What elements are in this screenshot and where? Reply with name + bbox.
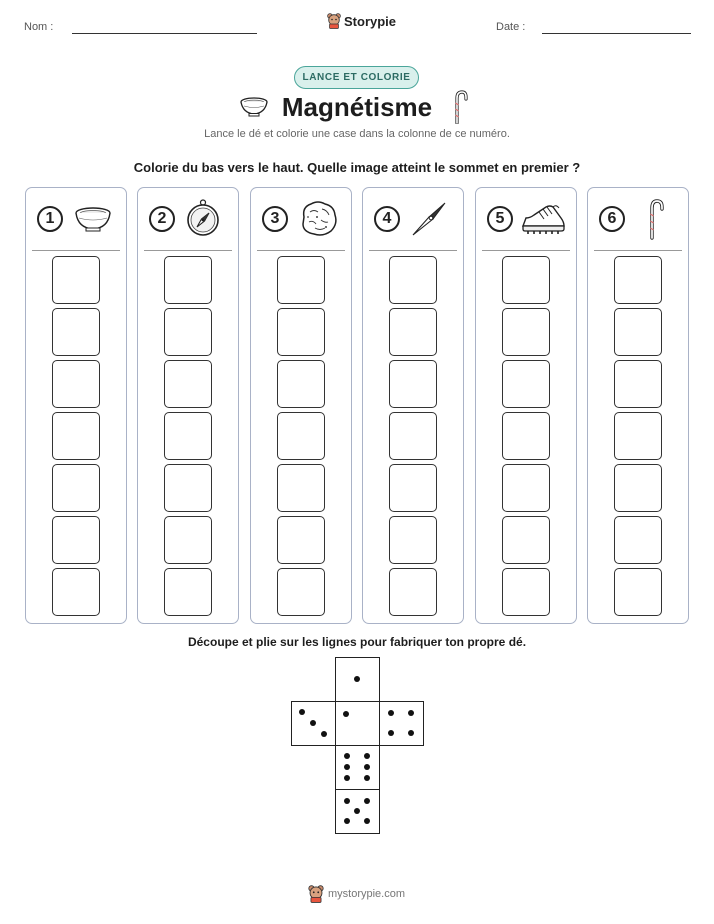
color-cell[interactable] (614, 360, 662, 408)
color-cell[interactable] (52, 464, 100, 512)
color-cell[interactable] (164, 360, 212, 408)
column-1 (25, 187, 127, 624)
die-pip (388, 730, 394, 736)
color-cell[interactable] (52, 256, 100, 304)
column-number: 6 (599, 206, 625, 232)
die-pip (344, 818, 350, 824)
column-6 (587, 187, 689, 624)
column-header (588, 188, 688, 250)
column-header (251, 188, 351, 250)
die-pip (343, 711, 349, 717)
column-header (138, 188, 238, 250)
color-cell[interactable] (389, 516, 437, 564)
color-cell[interactable] (502, 464, 550, 512)
die-pip (408, 730, 414, 736)
color-cell[interactable] (389, 464, 437, 512)
color-cell[interactable] (614, 308, 662, 356)
die-pip (344, 753, 350, 759)
date-line (542, 33, 691, 34)
color-cell[interactable] (277, 412, 325, 460)
color-cell[interactable] (389, 360, 437, 408)
color-cell[interactable] (164, 412, 212, 460)
color-cell[interactable] (614, 464, 662, 512)
color-cell[interactable] (389, 256, 437, 304)
die-instruction: Découpe et plie sur les lignes pour fabriquer ton propre dé. (187, 635, 527, 649)
die-pip (408, 710, 414, 716)
color-cell[interactable] (614, 568, 662, 616)
bear-icon (308, 885, 324, 903)
color-cell[interactable] (277, 308, 325, 356)
column-number: 5 (487, 206, 513, 232)
subtitle: Lance le dé et colorie une case dans la colonne de ce numéro. (204, 128, 510, 140)
die-pip (364, 764, 370, 770)
die-pip (344, 798, 350, 804)
die-pip (299, 709, 305, 715)
color-cell[interactable] (52, 308, 100, 356)
column-divider (369, 250, 457, 251)
die-pip (310, 720, 316, 726)
die-face-4 (379, 701, 424, 746)
die-pip (321, 731, 327, 737)
name-line (72, 33, 257, 34)
color-cell[interactable] (52, 412, 100, 460)
color-cell[interactable] (502, 256, 550, 304)
color-cell[interactable] (164, 568, 212, 616)
color-cell[interactable] (277, 360, 325, 408)
footer-url: mystorypie.com (328, 888, 406, 900)
color-cell[interactable] (389, 412, 437, 460)
title-row (0, 90, 714, 126)
cane-icon (452, 90, 468, 124)
die-face-1 (335, 657, 380, 702)
bear-icon (327, 13, 341, 29)
die-pip (344, 764, 350, 770)
die-pip (364, 798, 370, 804)
die-pip (364, 775, 370, 781)
die-pip (354, 808, 360, 814)
die-face-6 (335, 745, 380, 790)
color-cell[interactable] (164, 256, 212, 304)
footer (308, 885, 405, 903)
bowl-icon (70, 198, 116, 240)
column-3 (250, 187, 352, 624)
brand-logo (327, 13, 396, 29)
color-cell[interactable] (277, 568, 325, 616)
column-divider (257, 250, 345, 251)
color-cell[interactable] (502, 516, 550, 564)
die-pip (344, 775, 350, 781)
die-pip (364, 753, 370, 759)
column-4 (362, 187, 464, 624)
color-cell[interactable] (52, 360, 100, 408)
color-cell[interactable] (502, 412, 550, 460)
color-cell[interactable] (164, 464, 212, 512)
color-cell[interactable] (52, 568, 100, 616)
date-label: Date : (496, 21, 526, 33)
die-pip (354, 676, 360, 682)
column-number: 1 (37, 206, 63, 232)
page-title: Magnétisme (281, 92, 433, 122)
die-pip (364, 818, 370, 824)
die-face-1-center (335, 701, 380, 746)
activity-badge: LANCE ET COLORIE (294, 66, 419, 89)
color-cell[interactable] (614, 412, 662, 460)
color-cell[interactable] (614, 516, 662, 564)
column-header (476, 188, 576, 250)
color-cell[interactable] (502, 308, 550, 356)
column-number: 3 (262, 206, 288, 232)
brand-name: Storypie (344, 13, 397, 29)
instruction: Colorie du bas vers le haut. Quelle image atteint le sommet en premier ? (133, 160, 581, 175)
column-5 (475, 187, 577, 624)
column-divider (144, 250, 232, 251)
color-cell[interactable] (52, 516, 100, 564)
rock-icon (295, 198, 341, 240)
die-face-5 (335, 789, 380, 834)
column-divider (482, 250, 570, 251)
column-number: 2 (149, 206, 175, 232)
column-divider (594, 250, 682, 251)
color-cell[interactable] (277, 256, 325, 304)
column-header (363, 188, 463, 250)
color-cell[interactable] (389, 568, 437, 616)
color-cell[interactable] (164, 516, 212, 564)
color-cell[interactable] (502, 360, 550, 408)
shoe-icon (520, 198, 566, 240)
color-cell[interactable] (277, 516, 325, 564)
cane-icon (632, 198, 678, 240)
column-divider (32, 250, 120, 251)
die-pip (388, 710, 394, 716)
column-2 (137, 187, 239, 624)
compass-icon (182, 198, 228, 240)
column-number: 4 (374, 206, 400, 232)
name-label: Nom : (24, 21, 54, 33)
color-cell[interactable] (277, 464, 325, 512)
color-cell[interactable] (164, 308, 212, 356)
color-cell[interactable] (614, 256, 662, 304)
color-cell[interactable] (389, 308, 437, 356)
column-header (26, 188, 126, 250)
die-face-3 (291, 701, 336, 746)
color-cell[interactable] (502, 568, 550, 616)
compass-needle-icon (407, 198, 453, 240)
